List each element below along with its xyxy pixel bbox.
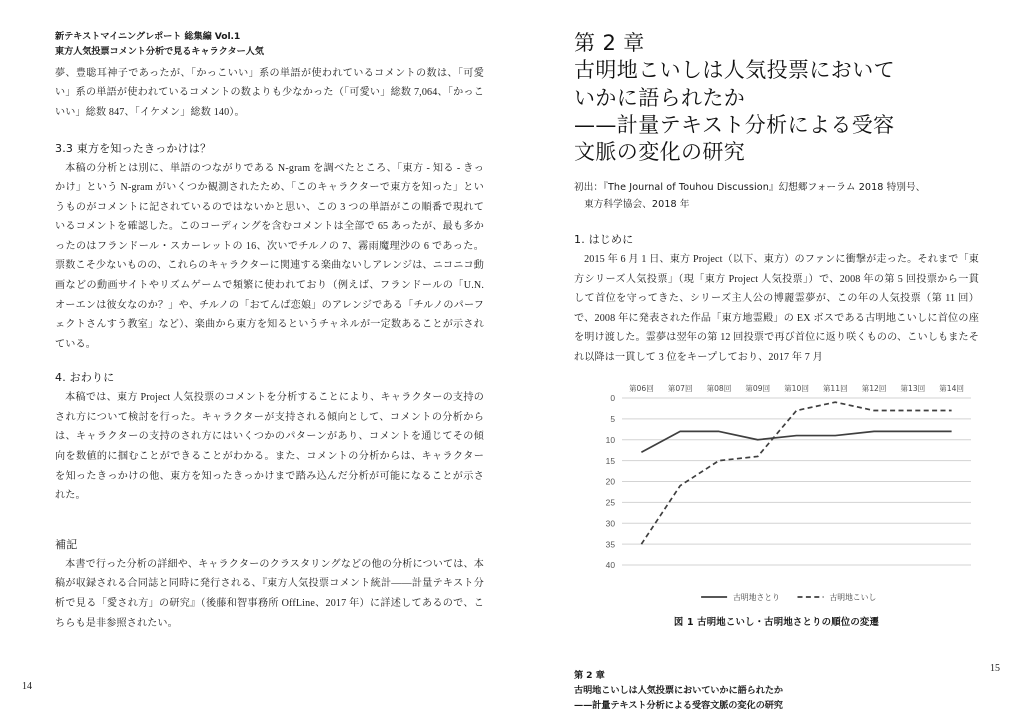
paragraph-continued: 夢、豊聡耳神子であったが、「かっこいい」系の単語が使われているコメントの数は、「可愛い」系の単語が使われているコメントの数よりも少なかった（「可愛い」総数 7,064、「かっこいい」総数 847、「イケメン」総数 140）。 xyxy=(55,67,484,118)
chapter-title-line1: 古明地こいしは人気投票において xyxy=(574,58,895,83)
chapter-number: 第 2 章 xyxy=(574,31,645,55)
footer-chapter-info xyxy=(574,669,783,714)
x-axis-tick-label: 第14回 xyxy=(939,383,965,393)
y-axis-tick-label: 0 xyxy=(610,392,615,403)
source-note-line1: 初出：『The Journal of Touhou Discussion』幻想郷フォーラム 2018 特別号、 xyxy=(574,182,926,194)
x-axis-tick-label: 第13回 xyxy=(900,383,926,393)
y-axis-tick-label: 15 xyxy=(605,455,615,466)
x-axis-tick-label: 第07回 xyxy=(667,383,693,393)
footer-line-1: 第 2 章 xyxy=(574,670,605,682)
page-number-right: 15 xyxy=(990,663,1000,674)
paragraph-4: 本稿では、東方 Project 人気投票のコメントを分析することにより、キャラクターの支持のされ方について検討を行った。キャラクターが支持される傾向として、コメントの分析からは、キャラクターの支持のされ方にはいくつかのパターンがあり、コメントを通じてその傾向を数値的に掴むことができることがわかる。また、コメントの分析からは、キャラクターを知ったきっかけの他、東方を知ったきっかけまで踏み込んだ分析が可能になることが示された。 xyxy=(55,392,484,502)
heading-3-3: 3.3 東方を知ったきっかけは？ xyxy=(55,141,212,155)
x-axis-tick-label: 第09回 xyxy=(745,383,771,393)
paragraph-supplementary-note: 本書で行った分析の詳細や、キャラクターのクラスタリングなどの他の分析については、本稿が収録される合同誌と同時に発行される、『東方人気投票コメント統計——計量テキスト分析で見る「愛され方」の研究』（後藤和智事務所 OffLine、2017 年）に詳述してあるので、こちらも是非参照されたい。 xyxy=(55,558,484,629)
running-head xyxy=(55,30,484,60)
x-axis-tick-label: 第11回 xyxy=(822,383,848,393)
footer-line-2: 古明地こいしは人気投票においていかに語られたか xyxy=(574,685,784,697)
x-axis-tick-label: 第10回 xyxy=(784,383,809,393)
running-head-line-2: 東方人気投票コメント分析で見るキャラクター人気 xyxy=(55,45,264,57)
running-head-line-1: 新テキストマイニングレポート 総集編 Vol.1 xyxy=(55,31,241,42)
chapter-title-line2: いかに語られたか xyxy=(574,85,746,110)
chapter-subtitle-line2: 文脈の変化の研究 xyxy=(574,140,746,165)
heading-supplementary-note: 補記 xyxy=(55,537,78,551)
paragraph-3-3: 本稿の分析とは別に、単語のつながりである N-gram を調べたところ、「東方 - 知る - きっかけ」という N-gram がいくつか観測されたため、「このキャラクターで東方を知った」というものがコメントに記されているのではないかと思い、この 3 つの単語がこの順番で現れているコメントを確認した。このコーディングを含むコメントは全部で 65 あったが、最も多かったのはフランドール・スカーレットの 16、次いでチルノの 7、霧雨魔理沙の 6 であった。票数こそ少ないものの、これらのキャラクターに関連する楽曲ないしアレンジは、ニコニコ動画などの動画サイトやリズムゲームで頻繁に使われており（例えば、フランドールの「U.N. オーエンは彼女なのか？」や、チルノの「おてんば恋娘」のアレンジである「チルノのパーフェクトさんすう教室」など）、楽曲から東方を知るというチャネルが一定数あることが示されている。 xyxy=(55,162,484,350)
heading-1: 1. はじめに xyxy=(574,233,634,247)
figure-caption: 図 1 古明地こいし・古明地さとりの順位の変遷 xyxy=(673,616,880,628)
chapter-heading xyxy=(574,30,979,166)
chapter-subtitle-line1: ——計量テキスト分析による受容 xyxy=(574,112,895,137)
x-axis-tick-label: 第12回 xyxy=(861,383,887,393)
y-axis-tick-label: 30 xyxy=(605,517,615,528)
x-axis-tick-label: 第08回 xyxy=(706,383,732,393)
heading-4: 4. おわりに xyxy=(55,371,115,385)
y-axis-tick-label: 35 xyxy=(605,538,615,549)
y-axis-tick-label: 5 xyxy=(610,413,615,424)
paragraph-1: 2015 年 6 月 1 日、東方 Project（以下、東方）のファンに衝撃が走った。それまで「東方シリーズ人気投票」（現「東方 Project 人気投票」）で、2008 年の第 5 回投票から一貫して首位を守ってきた、シリーズ主人公の博麗霊夢が、この年の人気投票（第 11 回）で、2008 年に発表された作品「東方地霊殿」の EX ボスである古明地こいしに首位の座を明け渡した。霊夢は翌年の第 12 回投票で再び首位に返り咲くものの、こいしもまたそれ以降は一貫して 3 位をキープしており、2017 年 7 月 xyxy=(574,254,979,363)
source-note xyxy=(574,180,979,214)
y-axis-tick-label: 40 xyxy=(605,559,615,570)
series-line-solid xyxy=(641,431,951,452)
chart-container xyxy=(574,378,979,613)
figure-1 xyxy=(574,378,979,628)
y-axis-tick-label: 20 xyxy=(605,476,615,487)
footer-line-3: ——計量テキスト分析による受容文脈の変化の研究 xyxy=(574,700,783,712)
rank-line-chart xyxy=(574,378,979,613)
x-axis-tick-label: 第06回 xyxy=(628,383,654,393)
page-number-left: 14 xyxy=(22,681,32,692)
y-axis-tick-label: 25 xyxy=(605,497,615,508)
legend-label-1: 古明地さとり xyxy=(733,592,780,602)
y-axis-tick-label: 10 xyxy=(605,434,615,445)
legend-label-2: 古明地こいし xyxy=(829,592,877,602)
source-note-line2: 東方科学協会、2018 年 xyxy=(584,199,690,211)
right-page xyxy=(512,0,1024,726)
